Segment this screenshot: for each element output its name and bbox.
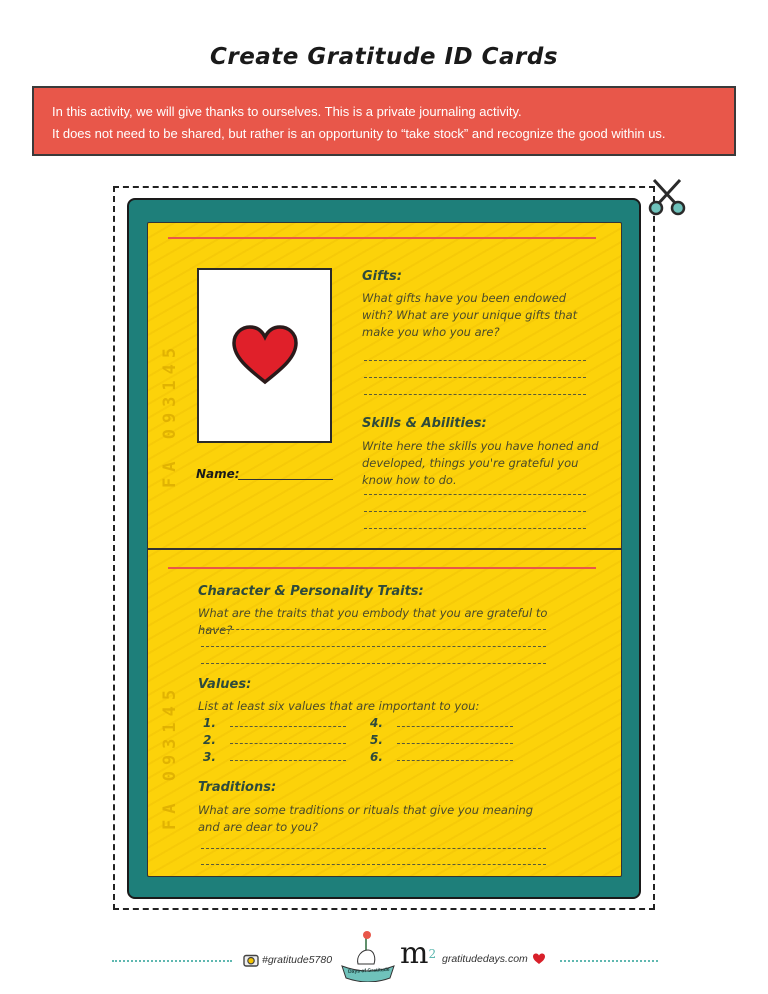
name-field[interactable] [238, 479, 333, 480]
value-number: 5. [370, 733, 383, 747]
m2-logo [400, 936, 437, 971]
character-prompt: What are the traits that you embody that you are grateful to have? [198, 606, 548, 637]
value-line[interactable] [397, 743, 513, 744]
skills-prompt: Write here the skills you have honed and developed, things you're grateful you know how to do. [362, 439, 599, 487]
hashtag: #gratitude5780 [262, 954, 333, 966]
skills-line[interactable] [364, 511, 586, 512]
gifts-heading: Gifts: [362, 269, 402, 284]
intro-box [32, 86, 736, 156]
skills-heading: Skills & Abilities: [362, 416, 487, 431]
website-link[interactable]: gratitudedays.com [442, 953, 528, 965]
website-group [442, 953, 546, 965]
gifts-line[interactable] [364, 377, 586, 378]
traditions-line[interactable] [201, 848, 546, 849]
footer-dots-right [560, 960, 658, 962]
name-label: Name: [196, 467, 240, 481]
character-heading: Character & Personality Traits: [198, 584, 424, 599]
heart-icon [230, 324, 300, 386]
values-prompt: List at least six values that are important to you: [198, 699, 480, 713]
scissors-icon [646, 176, 688, 216]
skills-line[interactable] [364, 528, 586, 529]
id-code-top: FA 093145 [160, 341, 180, 488]
top-accent-line [168, 237, 596, 239]
gifts-line[interactable] [364, 394, 586, 395]
logo-banner-text: Days of Gratitude [347, 966, 390, 976]
character-line[interactable] [201, 646, 546, 647]
value-number: 6. [370, 750, 383, 764]
character-line[interactable] [201, 663, 546, 664]
m2-logo-sup: 2 [428, 947, 437, 961]
intro-line-2: It does not need to be shared, but rather is an opportunity to “take stock” and recognize the good within us. [52, 126, 666, 141]
value-number: 3. [203, 750, 216, 764]
value-line[interactable] [230, 760, 346, 761]
page-title: Create Gratitude ID Cards [209, 44, 559, 70]
value-number: 2. [203, 733, 216, 747]
gifts-prompt: What gifts have you been endowed with? What are your unique gifts that make you who you are? [362, 291, 578, 339]
value-number: 4. [370, 716, 383, 730]
value-line[interactable] [397, 726, 513, 727]
values-heading: Values: [198, 677, 252, 692]
m2-logo-m: m [400, 936, 429, 971]
id-code-bottom: FA 093145 [160, 683, 180, 830]
traditions-line[interactable] [201, 864, 546, 865]
traditions-prompt: What are some traditions or rituals that give you meaning and are dear to you? [198, 803, 534, 834]
heart-icon-small [532, 953, 546, 965]
value-line[interactable] [397, 760, 513, 761]
intro-line-1: In this activity, we will give thanks to ourselves. This is a private journaling activity. [52, 104, 522, 119]
value-line[interactable] [230, 726, 346, 727]
character-line[interactable] [201, 629, 546, 630]
value-line[interactable] [230, 743, 346, 744]
bottom-accent-line [168, 567, 596, 569]
traditions-heading: Traditions: [198, 780, 277, 795]
photo-box [197, 268, 332, 443]
gifts-line[interactable] [364, 360, 586, 361]
fold-divider [147, 548, 622, 550]
value-number: 1. [203, 716, 216, 730]
footer-dots-left [112, 960, 232, 962]
skills-line[interactable] [364, 494, 586, 495]
camera-icon [243, 953, 259, 967]
